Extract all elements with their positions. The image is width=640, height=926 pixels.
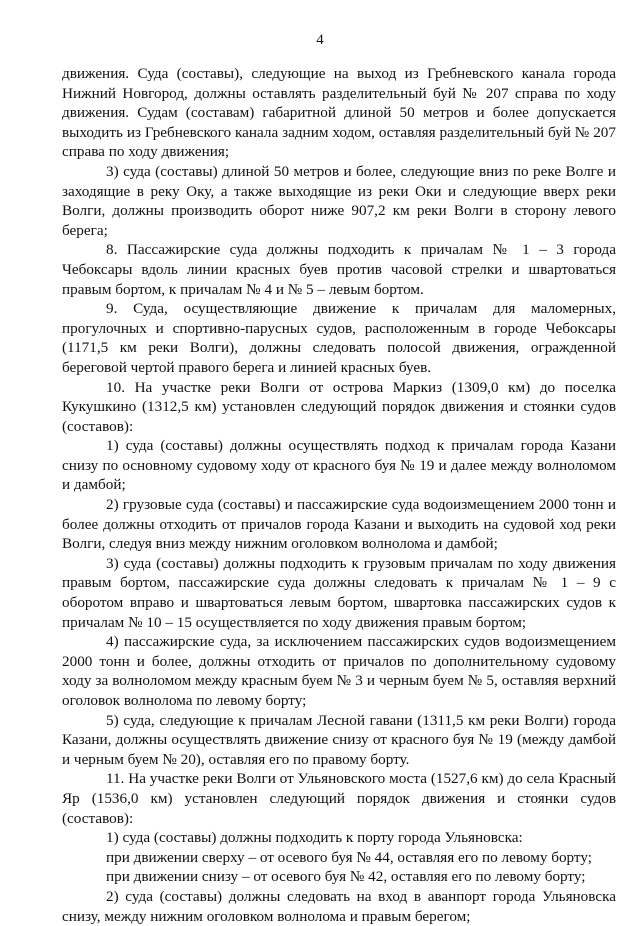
paragraph-item-1: 1) суда (составы) должны осуществлять подход к причалам города Казани снизу по основному судовому ходу от красного буя № 19 и далее между волноломом и дамбой; (62, 437, 616, 494)
paragraph-item-3: 3) суда (составы) должны подходить к грузовым причалам по ходу движения правым бортом, пассажирские суда должны следовать к причалам № 1 – 9 с оборотом вправо и швартоваться левым бортом, швартовка пассажирских судов к причалам № 10 – 15 осуществляется по ходу движения правым бортом; (62, 554, 616, 631)
paragraph-item-2: 2) грузовые суда (составы) и пассажирские суда водоизмещением 2000 тонн и более должны отходить от причалов города Казани и выходить на судовой ход реки Волги, следуя вниз между нижним оголовком волнолома и дамбой; (62, 496, 616, 553)
paragraph-subline: при движении сверху – от осевого буя № 44, оставляя его по левому борту; (106, 848, 592, 866)
paragraph-item-4: 4) пассажирские суда, за исключением пассажирских судов водоизмещением 2000 тонн и более, должны отходить от причалов по дополнительному судовому ходу за волноломом между красным буем № 3 и черным буем № 5, оставляя верхний оголовок волнолома по левому борту; (62, 633, 616, 709)
paragraph-section-9: 9. Суда, осуществляющие движение к причалам для маломерных, прогулочных и спортивно-парусных судов, расположенным в городе Чебоксары (1171,5 км реки Волги), должны следовать полосой движения, огражденной береговой чертой правого берега и линией красных буев. (62, 300, 616, 376)
paragraph-section-8: 8. Пассажирские суда должны подходить к причалам № 1 – 3 города Чебоксары вдоль линии красных буев против часовой стрелки и швартоваться правым бортом, к причалам № 4 и № 5 – левым бортом. (62, 241, 616, 298)
paragraph-item-5: 5) суда, следующие к причалам Лесной гавани (1311,5 км реки Волги) города Казани, должны осуществлять движение снизу от красного буя № 19 (между дамбой и черным буем № 20), оставляя его по правому борту. (62, 711, 616, 768)
paragraph-item-3: 3) суда (составы) длиной 50 метров и более, следующие вниз по реке Волге и заходящие в реку Оку, а также выходящие из реки Оки и следующие вверх реки Волги, должны производить оборот ниже 907,2 км реки Волги в сторону левого берега; (62, 162, 616, 239)
paragraph-item-1: 1) суда (составы) должны подходить к порту города Ульяновска: (106, 829, 523, 847)
paragraph-item-2: 2) суда (составы) должны следовать на вход в аванпорт города Ульяновска снизу, между нижним оголовком волнолома и правым берегом; (62, 887, 616, 925)
paragraph-section-11: 11. На участке реки Волги от Ульяновского моста (1527,6 км) до села Красный Яр (1536,0 км) установлен следующий порядок движения и стоянки судов (составов): (62, 770, 616, 827)
paragraph-subline: при движении снизу – от осевого буя № 42, оставляя его по левому борту; (106, 868, 586, 886)
paragraph-section-10: 10. На участке реки Волги от острова Маркиз (1309,0 км) до поселка Кукушкино (1312,5 км) установлен следующий порядок движения и стоянки судов (составов): (62, 378, 616, 435)
document-body (62, 64, 616, 926)
paragraph-continuation: движения. Суда (составы), следующие на выход из Гребневского канала города Нижний Новгород, должны оставлять разделительный буй № 207 справа по ходу движения. Судам (составам) габаритной длиной 50 метров и более допускается выходить из Гребневского канала задним ходом, оставляя разделительный буй № 207 справа по ходу движения; (62, 65, 616, 161)
page-number: 4 (316, 32, 324, 48)
